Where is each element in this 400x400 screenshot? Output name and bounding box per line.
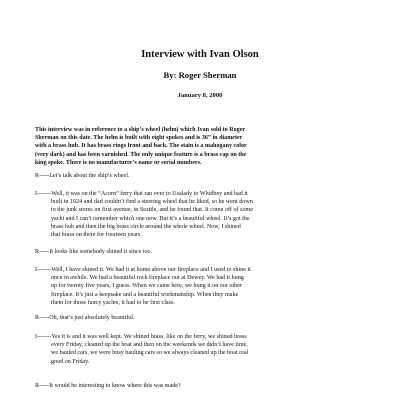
dialogue-line: once in awhile. We had a beautiful rock fireplace out at Dewey. We had it hung bbox=[51, 275, 244, 282]
interview-date: January 8, 2000 bbox=[177, 92, 223, 99]
dialogue-turn-roger bbox=[35, 172, 385, 180]
dialogue-line: that brass on there for fourteen years. bbox=[51, 232, 142, 239]
intro-line: king spoke. There is no manufacturer’s name or serial numbers. bbox=[35, 159, 202, 166]
intro-line: (very dark) and has been varnished. The only unique feature is a brass cap on the bbox=[35, 151, 247, 158]
dialogue-line: yacht and I can’t remember which one now. But it’s a beautiful wheel. It’s got the bbox=[51, 215, 250, 222]
intro-paragraph bbox=[35, 126, 385, 167]
dialogue-line: fireplace. It’s just a keepsake and a beautiful workmanship. When they make bbox=[51, 291, 239, 298]
dialogue-line: R-----Let’s talk about the ship’s wheel. bbox=[35, 173, 130, 179]
dialogue-line: I-------Well, I have shined it. We had it at home above our fireplace and I used to shine it bbox=[35, 267, 251, 273]
dialogue-line: them for those fancy yachts, it had to be first class. bbox=[51, 299, 175, 306]
dialogue-line: every Friday, cleaned up the boat and then on the weekends we didn’t have time, bbox=[51, 342, 248, 349]
intro-line: This interview was in reference to a ship’s wheel (helm) which Ivan sold to Roger bbox=[35, 127, 246, 133]
dialogue-line: I-------Well, it was on the “Acorn” ferry that ran over to Usalady to Whidbey and had it bbox=[35, 191, 248, 197]
dialogue-line: R-----It looks like somebody shined it since too. bbox=[35, 249, 153, 255]
dialogue-turn-roger bbox=[35, 248, 385, 256]
dialogue-turn-roger bbox=[35, 314, 385, 322]
intro-line: Sherman on this date. The helm is built with eight spokes and is 36” in diameter bbox=[35, 135, 243, 142]
dialogue-line: we hauled cars, we were busy hauling cars so we always cleaned up the boat real bbox=[51, 350, 249, 357]
dialogue-line: built in 1924 and dad couldn’t find a steering wheel that he liked, so he went down bbox=[51, 199, 253, 206]
dialogue-turn-ivan bbox=[35, 266, 385, 307]
dialogue-line: R-----Oh, that’s just absolutely beautiful. bbox=[35, 315, 135, 321]
dialogue-line: I-------Yes it is and it was well kept. We shined brass, like on the ferry, we shined brass bbox=[35, 334, 247, 340]
dialogue-line: good on Friday. bbox=[51, 358, 90, 365]
dialogue-line: brass hub and then the big brass circle around the whole wheel. Now, I shined bbox=[51, 223, 241, 230]
dialogue-turn-ivan bbox=[35, 333, 385, 366]
dialogue-line: R-----It would be interesting to know where this was made? bbox=[35, 383, 181, 389]
dialogue-turn-roger bbox=[35, 382, 385, 390]
intro-line: with a brass hub. It has brass rings front and back. The stain is a mahogany color bbox=[35, 143, 247, 150]
dialogue-turn-ivan bbox=[35, 190, 385, 239]
dialogue-line: up for twenty five years, I guess. When we came here, we hung it on our other bbox=[51, 283, 242, 290]
document-title: Interview with Ivan Olson bbox=[141, 49, 259, 60]
author-byline: By: Roger Sherman bbox=[163, 70, 237, 80]
dialogue-line: to the junk stores on first avenue, in Seattle, and he found that. It come off of some bbox=[51, 207, 253, 214]
